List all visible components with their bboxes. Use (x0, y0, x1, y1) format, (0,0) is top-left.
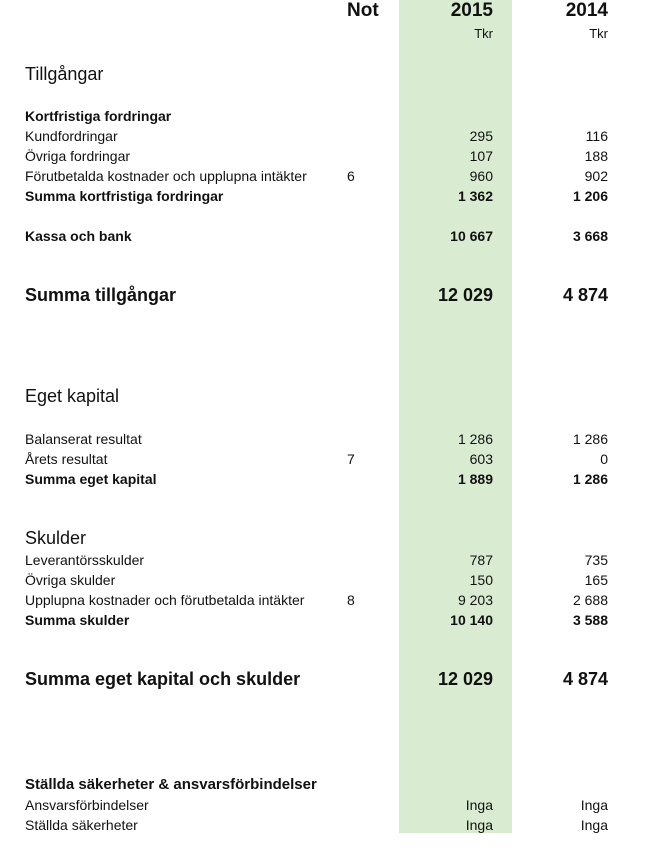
cash-2014: 3 668 (572, 228, 608, 244)
row-value-2015: 150 (469, 572, 493, 588)
assets-total-label: Summa tillgångar (25, 285, 177, 305)
row-value-2014: 188 (584, 148, 608, 164)
row-note: 8 (347, 592, 355, 608)
row-value-2014: 165 (584, 572, 608, 588)
row-value-2014: 0 (600, 451, 608, 467)
row-note: 7 (347, 451, 355, 467)
row-value-2015: 9 203 (457, 592, 493, 608)
assets-title: Tillgångar (25, 64, 104, 84)
row-value-2014: 902 (584, 168, 608, 184)
row-value-2014: Inga (580, 817, 608, 833)
row-value-2015: 960 (469, 168, 493, 184)
row-value-2015: Inga (465, 797, 493, 813)
row-value-2015: 603 (469, 451, 493, 467)
receivables-sum-2014: 1 206 (572, 188, 608, 204)
assets-total-2015: 12 029 (437, 285, 493, 305)
row-value-2014: 735 (584, 552, 608, 568)
equity-liabilities-total-2015: 12 029 (437, 669, 493, 689)
row-label: Ansvarsförbindelser (25, 797, 149, 813)
liabilities-title: Skulder (25, 528, 87, 548)
equity-liabilities-total-label: Summa eget kapital och skulder (25, 669, 301, 689)
equity-title: Eget kapital (25, 386, 120, 406)
receivables-sum-label: Summa kortfristiga fordringar (25, 188, 224, 204)
unit-2014: Tkr (589, 26, 608, 41)
row-label: Ställda säkerheter (25, 817, 138, 833)
row-label: Övriga skulder (25, 572, 116, 588)
row-label: Leverantörsskulder (25, 552, 145, 568)
row-value-2014: 116 (585, 128, 608, 144)
receivables-sum-2015: 1 362 (457, 188, 493, 204)
row-value-2015: 1 286 (457, 431, 493, 447)
row-value-2014: 2 688 (572, 592, 608, 608)
row-label: Årets resultat (25, 451, 108, 467)
row-label: Kundfordringar (25, 128, 118, 144)
header-year-2015: 2015 (450, 0, 493, 21)
unit-2015: Tkr (474, 26, 493, 41)
cash-2015: 10 667 (450, 228, 493, 244)
receivables-title: Kortfristiga fordringar (25, 108, 172, 124)
liabilities-sum-label: Summa skulder (25, 612, 130, 628)
row-label: Övriga fordringar (25, 148, 131, 164)
liabilities-sum-2015: 10 140 (450, 612, 493, 628)
row-value-2015: 295 (469, 128, 493, 144)
pledged-title: Ställda säkerheter & ansvarsförbindelser (25, 776, 317, 793)
row-value-2015: 107 (469, 148, 493, 164)
row-value-2014: 1 286 (572, 431, 608, 447)
row-label: Balanserat resultat (25, 431, 142, 447)
header-not: Not (347, 0, 379, 21)
row-label: Förutbetalda kostnader och upplupna intäkter (25, 168, 307, 184)
equity-sum-label: Summa eget kapital (25, 471, 157, 487)
row-value-2015: Inga (465, 817, 493, 833)
equity-sum-2014: 1 286 (572, 471, 608, 487)
row-label: Upplupna kostnader och förutbetalda intäkter (25, 592, 305, 608)
liabilities-sum-2014: 3 588 (572, 612, 608, 628)
row-note: 6 (347, 168, 355, 184)
cash-label: Kassa och bank (25, 228, 132, 244)
assets-total-2014: 4 874 (562, 285, 608, 305)
column-2015-highlight (399, 0, 512, 833)
header-year-2014: 2014 (565, 0, 608, 21)
row-value-2015: 787 (469, 552, 493, 568)
equity-sum-2015: 1 889 (457, 471, 493, 487)
equity-liabilities-total-2014: 4 874 (562, 669, 608, 689)
row-value-2014: Inga (580, 797, 608, 813)
